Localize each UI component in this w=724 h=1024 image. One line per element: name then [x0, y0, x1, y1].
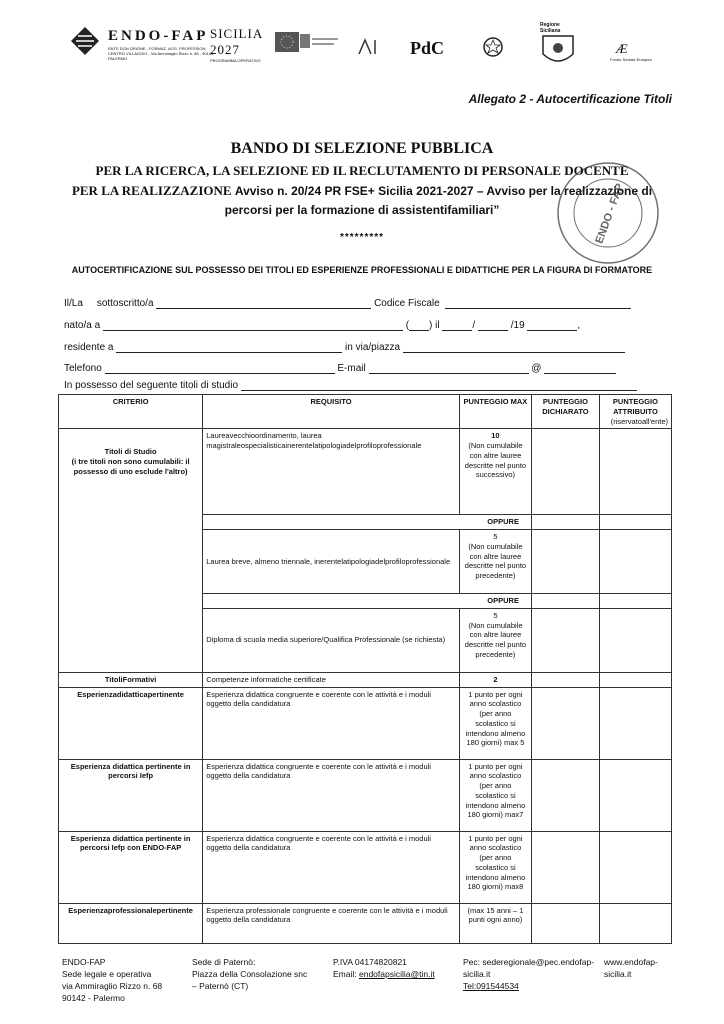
- eu-flag-icon: [275, 32, 299, 52]
- footer-line: Sede legale e operativa: [62, 969, 152, 979]
- header-requisito: REQUISITO: [203, 395, 460, 429]
- attribuito-cell: [599, 759, 671, 831]
- attribuito-cell: [599, 831, 671, 903]
- footer-pec-1: Pec: sederegionale@pec.endofap-: [463, 957, 595, 967]
- titoli-input[interactable]: [241, 380, 637, 391]
- form-line-contacts: [64, 363, 616, 374]
- endo-fap-name: ENDO-FAP: [108, 28, 209, 44]
- titoli-label: In possesso del seguente titoli di studio: [64, 380, 238, 391]
- titoli-studio-cell: [59, 429, 203, 673]
- year-prefix: /19: [510, 320, 525, 331]
- street-input[interactable]: [403, 342, 625, 353]
- footer-pec-2: sicilia.it: [463, 969, 491, 979]
- header-punteggio-attribuito: [599, 395, 671, 429]
- requisito-cell: Esperienza professionale congruente e coerente con le attività e i moduli oggetto della candidatura: [203, 903, 460, 943]
- footer-email-line: [333, 968, 435, 980]
- dichiarato-cell[interactable]: [531, 608, 599, 672]
- autocert-heading: AUTOCERTIFICAZIONE SUL POSSESSO DEI TITOLI ED ESPERIENZE PROFESSIONALI E DIDATTICHE PER LA FIGURA DI FORMATORE: [71, 265, 653, 275]
- score-1-value: 10: [491, 431, 500, 441]
- separator-stars: *********: [339, 232, 385, 243]
- footer-tel-link[interactable]: Tel:091544534: [463, 981, 519, 991]
- table-row: [59, 831, 672, 903]
- criterio-cell: Esperienza didattica pertinente in percorsi Iefp con ENDO-FAP: [59, 831, 203, 903]
- telefono-input[interactable]: [105, 363, 335, 374]
- table-row: [59, 687, 672, 759]
- attribuito-cell: [599, 530, 671, 594]
- subtitle-line-1: PER LA RICERCA, LA SELEZIONE ED IL RECLUTAMENTO DI PERSONALE DOCENTE: [95, 163, 629, 178]
- dichiarato-cell[interactable]: [531, 594, 599, 609]
- dichiarato-cell[interactable]: [531, 530, 599, 594]
- fse-mark-icon: [610, 40, 640, 56]
- header-punteggio-dichiarato: PUNTEGGIO DICHIARATO: [531, 395, 599, 429]
- footer-web: [604, 956, 658, 980]
- endo-fap-stamp-icon: [553, 158, 663, 268]
- province-input[interactable]: [409, 320, 429, 331]
- sottoscritto-label: sottoscritto/a: [96, 298, 154, 309]
- req-laurea-magistrale: Laureavecchioordinamento, laurea magistraleospecialisticainerentelatipologiadelprofiloprofessionale: [203, 429, 460, 515]
- score-3-note: (Non cumulabile con altre lauree descritte nel punto precedente): [464, 620, 527, 659]
- svg-text:Æ: Æ: [616, 41, 628, 56]
- footer-line: via Ammiraglio Rizzo n. 68: [62, 981, 163, 991]
- score-cell: 1 punto per ogni anno scolastico (per anno scolastico si intendono almeno 180 giorni) max 5: [459, 687, 531, 759]
- requisito-cell: Esperienza didattica congruente e coerente con le attività e i moduli oggetto della candidatura: [203, 687, 460, 759]
- email-domain-input[interactable]: [544, 363, 616, 374]
- requisito-cell: Esperienza didattica congruente e coerente con le attività e i moduli oggetto della candidatura: [203, 831, 460, 903]
- attribuito-cell: [599, 608, 671, 672]
- footer-piva: [333, 956, 435, 980]
- regione-siciliana-logo: [540, 22, 580, 73]
- oppure-label: OPPURE: [203, 515, 532, 530]
- dichiarato-cell[interactable]: [531, 759, 599, 831]
- sicilia-name: SICILIA 2027: [210, 26, 263, 57]
- subtitle-line-2-serif: PER LA REALIZZAZIONE: [71, 183, 232, 198]
- fse-logo: [610, 40, 652, 62]
- footer-line: Sede di Paternò:: [192, 957, 256, 967]
- birth-day-input[interactable]: [442, 320, 472, 331]
- attribuito-cell: [599, 594, 671, 609]
- email-label: E-mail: [337, 363, 366, 374]
- form-line-titoli: [64, 380, 637, 391]
- score-informatica: 2: [459, 672, 531, 687]
- form-line-residence: [64, 342, 625, 353]
- form-line-name: [64, 298, 631, 309]
- header-logos: [70, 22, 690, 82]
- svg-text:ENDO - FAP: ENDO - FAP: [593, 182, 627, 246]
- attribuito-cell: [599, 672, 671, 687]
- table-row: [59, 672, 672, 687]
- fse-label: Fondo Sociale Europeo: [610, 57, 652, 62]
- score-3-value: 5: [493, 610, 498, 620]
- dichiarato-cell[interactable]: [531, 429, 599, 515]
- criterio-cell: Esperienza didattica pertinente in percorsi Iefp: [59, 759, 203, 831]
- header-criterio: CRITERIO: [59, 395, 203, 429]
- ministry-logo-icon: [300, 34, 340, 54]
- il-la-label: Il/La: [64, 298, 83, 309]
- partner-logo-icon: [355, 36, 385, 58]
- repubblica-emblem-icon: [482, 36, 504, 58]
- footer-endofap: [62, 956, 162, 1004]
- pdc-logo: PdC: [410, 38, 445, 58]
- birth-month-input[interactable]: [478, 320, 508, 331]
- footer-line: Piazza della Consolazione snc: [192, 969, 308, 979]
- endo-fap-emblem-icon: [70, 26, 100, 56]
- endo-fap-logo: [70, 26, 214, 66]
- table-row: [59, 429, 672, 515]
- via-label: in via/piazza: [345, 342, 401, 353]
- req-laurea-breve: Laurea breve, almeno triennale, inerentelatipologiadelprofiloprofessionale: [203, 530, 460, 594]
- subtitle-line-2-sans: Avviso n. 20/24 PR FSE+ Sicilia 2021-2027 – Avviso per la realizzazione di: [234, 184, 653, 198]
- endo-fap-address: ENTE DON ORIONE - FORMAZ. AGG. PROFESSION. CENTRO VILLAGGIO - Via Ammiraglio Rizzo n. 68 - 90142 PALERMO: [108, 46, 214, 61]
- footer-pec: [463, 956, 594, 992]
- attribuito-cell: [599, 903, 671, 943]
- criterio-cell: Esperienzaprofessionalepertinente: [59, 903, 203, 943]
- name-input[interactable]: [156, 298, 371, 309]
- score-1-note: (Non cumulabile con altre lauree descritte nel punto successivo): [464, 441, 527, 480]
- residente-label: residente a: [64, 342, 114, 353]
- header-punteggio-max: PUNTEGGIO MAX: [459, 395, 531, 429]
- dichiarato-cell[interactable]: [531, 831, 599, 903]
- attribuito-cell: [599, 687, 671, 759]
- dichiarato-cell[interactable]: [531, 903, 599, 943]
- birthplace-input[interactable]: [103, 320, 403, 331]
- at-sign: @: [531, 363, 542, 374]
- req-informatica: Competenze informatiche certificate: [203, 672, 460, 687]
- footer-web-2[interactable]: sicilia.it: [604, 969, 632, 979]
- score-laurea-breve: [459, 530, 531, 594]
- req-diploma: Diploma di scuola media superiore/Qualifica Professionale (se richiesta): [203, 608, 460, 672]
- footer-line: 90142 - Palermo: [62, 993, 125, 1003]
- score-diploma: [459, 608, 531, 672]
- score-cell: 1 punto per ogni anno scolastico (per anno scolastico si intendono almeno 180 giorni) max8: [459, 831, 531, 903]
- footer-piva-text: P.IVA 04174820821: [333, 957, 407, 967]
- score-2-value: 5: [493, 532, 498, 541]
- dichiarato-cell[interactable]: [531, 515, 599, 530]
- codice-fiscale-label: Codice Fiscale: [374, 298, 440, 309]
- telefono-label: Telefono: [64, 363, 102, 374]
- scoring-table: [58, 394, 672, 944]
- titoli-studio-label: Titoli di Studio: [104, 447, 157, 457]
- attribuito-cell: [599, 429, 671, 515]
- criterio-cell: Esperienzadidatticapertinente: [59, 687, 203, 759]
- titoli-formativi-label: TitoliFormativi: [59, 672, 203, 687]
- il-label: il: [435, 320, 440, 331]
- attribuito-cell: [599, 515, 671, 530]
- subtitle-line-3: percorsi per la formazione di assistentifamiliari”: [224, 203, 500, 217]
- score-laurea-magistrale: [459, 429, 531, 515]
- allegato-label: Allegato 2 - Autocertificazione Titoli: [468, 92, 672, 106]
- birth-year-input[interactable]: [527, 320, 577, 331]
- document-title: BANDO DI SELEZIONE PUBBLICA: [230, 140, 494, 157]
- oppure-label: OPPURE: [203, 594, 532, 609]
- score-2-note: (Non cumulabile con altre lauree descritte nel punto precedente): [464, 541, 527, 580]
- residence-input[interactable]: [116, 342, 342, 353]
- codice-fiscale-input[interactable]: [445, 298, 631, 309]
- table-row: [59, 903, 672, 943]
- header-note: (riservatoall'ente): [610, 416, 668, 426]
- trinacria-shield-icon: [540, 34, 576, 68]
- nato-label: nato/a a: [64, 320, 101, 331]
- footer-line: ENDO-FAP: [62, 957, 106, 967]
- requisito-cell: Esperienza didattica congruente e coerente con le attività e i moduli oggetto della candidatura: [203, 759, 460, 831]
- footer-line: – Paternò (CT): [192, 981, 249, 991]
- sicilia-sub: PROGRAMMA OPERATIVO: [210, 58, 261, 63]
- footer-email-label: Email:: [333, 969, 357, 979]
- email-user-input[interactable]: [369, 363, 529, 374]
- dichiarato-cell[interactable]: [531, 687, 599, 759]
- score-cell: (max 15 anni – 1 punti ogni anno): [459, 903, 531, 943]
- regione-title: Regione Siciliana: [540, 22, 561, 34]
- header-punteggio-attribuito-label: PUNTEGGIO ATTRIBUITO: [612, 397, 658, 416]
- footer-web-1[interactable]: www.endofap-: [604, 957, 658, 967]
- footer-email-link[interactable]: endofapsicilia@tin.it: [359, 969, 435, 979]
- table-header-row: [59, 395, 672, 429]
- table-row: [59, 759, 672, 831]
- score-cell: 1 punto per ogni anno scolastico (per anno scolastico si intendono almeno 180 giorni) max7: [459, 759, 531, 831]
- form-line-birth: nato/a a ( ) il / /19 ,: [64, 320, 581, 331]
- titoli-studio-note: (i tre titoli non sono cumulabili: il possesso di uno esclude l'altro): [71, 457, 190, 476]
- footer-paterno: [192, 956, 307, 992]
- dichiarato-cell[interactable]: [531, 672, 599, 687]
